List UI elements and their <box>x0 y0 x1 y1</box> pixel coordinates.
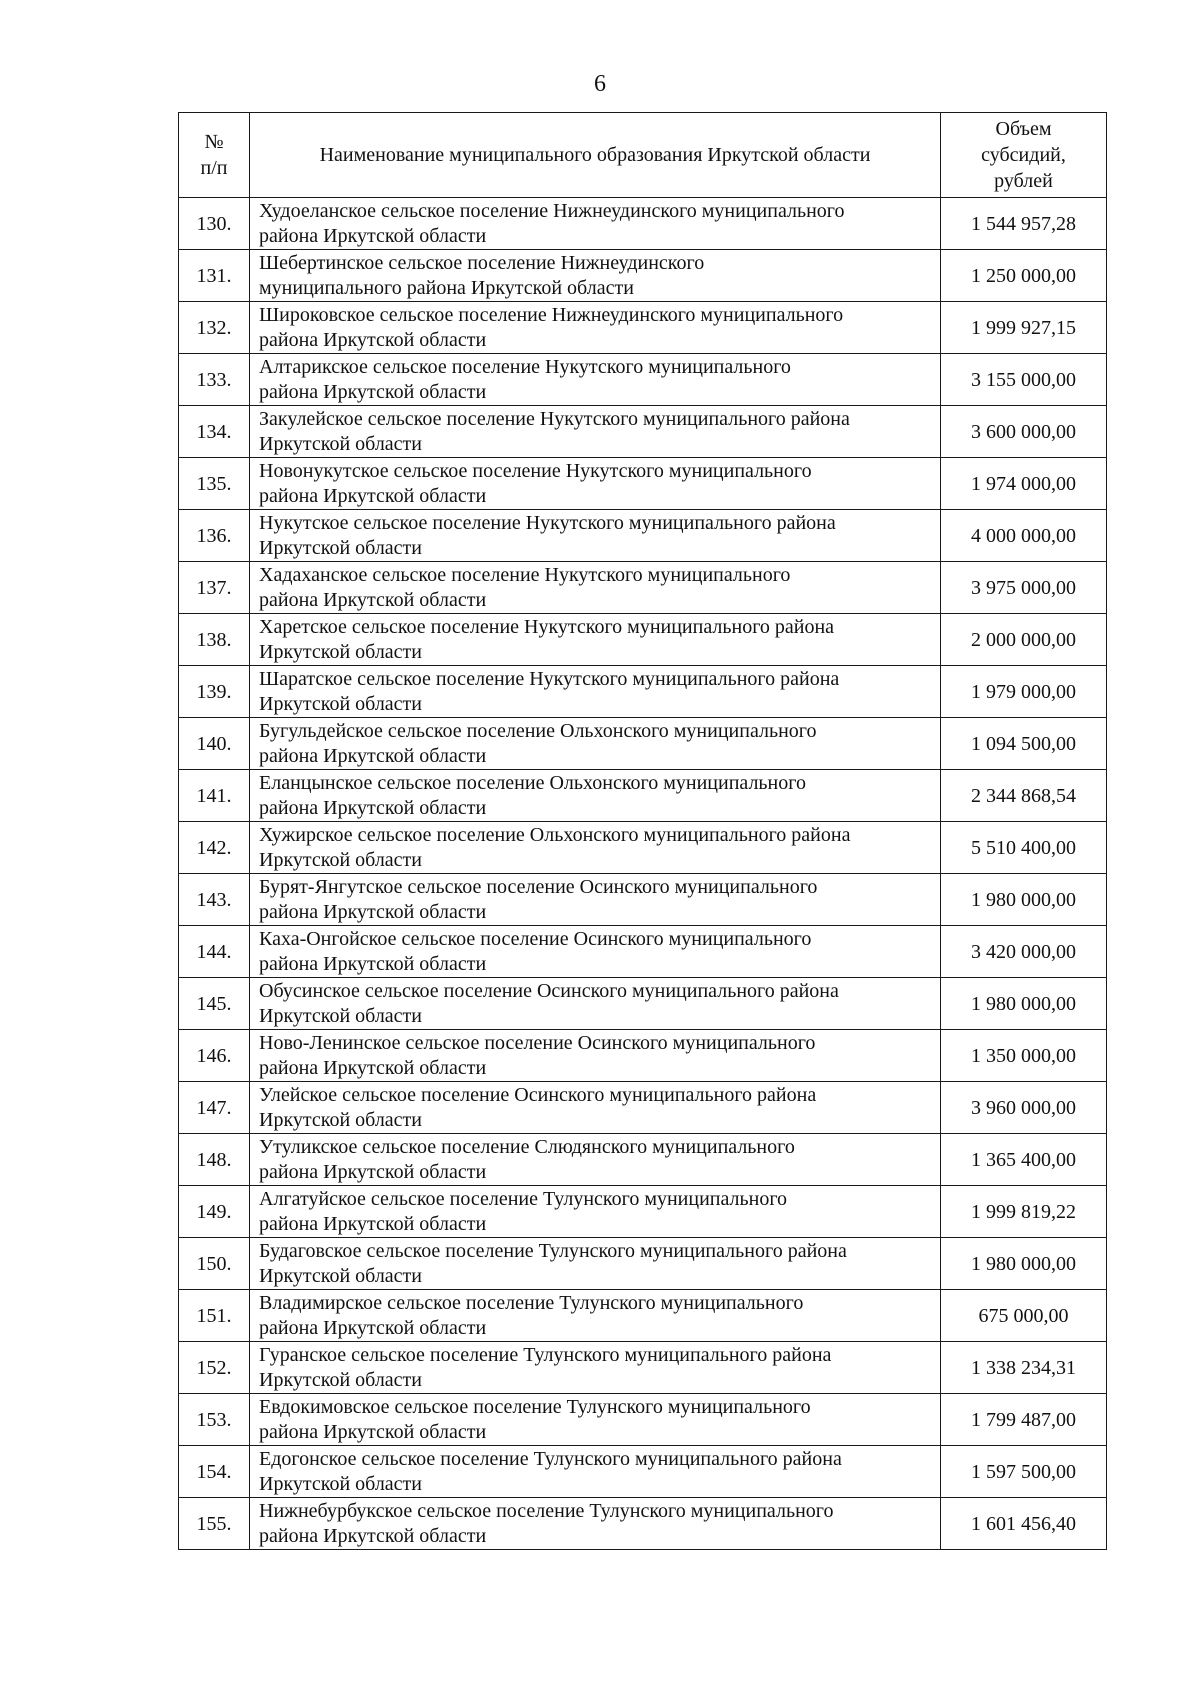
table-row <box>179 250 1107 302</box>
table-row <box>179 1394 1107 1446</box>
subsidy-amount: 3 420 000,00 <box>941 926 1107 978</box>
subsidy-amount: 1 980 000,00 <box>941 874 1107 926</box>
header-amount <box>941 113 1107 198</box>
table-row <box>179 770 1107 822</box>
municipality-name-line1: Алтарикское сельское поселение Нукутского муниципального <box>259 355 791 378</box>
table-row <box>179 718 1107 770</box>
table-row <box>179 1446 1107 1498</box>
table-body <box>179 198 1107 1550</box>
municipality-name-line2: Иркутской области <box>259 536 422 559</box>
municipality-name-line1: Закулейское сельское поселение Нукутского муниципального района <box>259 407 850 430</box>
municipality-name <box>250 1498 941 1550</box>
municipality-name-line2: района Иркутской области <box>259 1316 487 1339</box>
municipality-name-line2: района Иркутской области <box>259 1160 487 1183</box>
municipality-name-line2: Иркутской области <box>259 848 422 871</box>
header-amount-line3: рублей <box>994 170 1053 192</box>
page-number: 6 <box>594 71 606 97</box>
municipality-name-line1: Улейское сельское поселение Осинского муниципального района <box>259 1083 817 1106</box>
municipality-name-line2: района Иркутской области <box>259 952 487 975</box>
table-row <box>179 302 1107 354</box>
row-number: 136. <box>179 510 250 562</box>
municipality-name-line2: Иркутской области <box>259 432 422 455</box>
municipality-name-line1: Утуликское сельское поселение Слюдянского муниципального <box>259 1135 795 1158</box>
header-amount-line2: субсидий, <box>981 144 1066 166</box>
subsidy-amount: 1 597 500,00 <box>941 1446 1107 1498</box>
row-number: 135. <box>179 458 250 510</box>
subsidy-amount: 1 094 500,00 <box>941 718 1107 770</box>
table-row <box>179 926 1107 978</box>
row-number: 143. <box>179 874 250 926</box>
municipality-name <box>250 354 941 406</box>
municipality-name-line1: Обусинское сельское поселение Осинского муниципального района <box>259 979 839 1002</box>
subsidy-amount: 1 980 000,00 <box>941 978 1107 1030</box>
table-row <box>179 1082 1107 1134</box>
subsidy-amount: 1 365 400,00 <box>941 1134 1107 1186</box>
table-row <box>179 1134 1107 1186</box>
municipality-name <box>250 458 941 510</box>
municipality-name-line1: Каха-Онгойское сельское поселение Осинского муниципального <box>259 927 812 950</box>
subsidy-amount: 1 601 456,40 <box>941 1498 1107 1550</box>
subsidy-amount: 3 960 000,00 <box>941 1082 1107 1134</box>
table-row <box>179 1030 1107 1082</box>
row-number: 152. <box>179 1342 250 1394</box>
municipality-name-line1: Широковское сельское поселение Нижнеудинского муниципального <box>259 303 844 326</box>
table-row <box>179 1342 1107 1394</box>
municipality-name-line1: Новонукутское сельское поселение Нукутского муниципального <box>259 459 812 482</box>
subsidy-amount: 1 338 234,31 <box>941 1342 1107 1394</box>
subsidy-amount: 1 980 000,00 <box>941 1238 1107 1290</box>
header-amount-line1: Объем <box>995 118 1052 140</box>
municipality-name <box>250 406 941 458</box>
header-name: Наименование муниципального образования Иркутской области <box>250 113 941 198</box>
subsidy-amount: 675 000,00 <box>941 1290 1107 1342</box>
municipality-name <box>250 770 941 822</box>
table-row <box>179 822 1107 874</box>
subsidy-amount: 2 344 868,54 <box>941 770 1107 822</box>
row-number: 138. <box>179 614 250 666</box>
municipality-name-line2: района Иркутской области <box>259 380 487 403</box>
municipality-name <box>250 978 941 1030</box>
municipality-name <box>250 1394 941 1446</box>
header-number-symbol: № <box>204 131 224 153</box>
municipality-name <box>250 1238 941 1290</box>
municipality-name-line1: Гуранское сельское поселение Тулунского муниципального района <box>259 1343 832 1366</box>
subsidy-amount: 4 000 000,00 <box>941 510 1107 562</box>
row-number: 146. <box>179 1030 250 1082</box>
row-number: 137. <box>179 562 250 614</box>
subsidy-amount: 1 544 957,28 <box>941 198 1107 250</box>
municipality-name-line1: Нижнебурбукское сельское поселение Тулунского муниципального <box>259 1499 834 1522</box>
municipality-name-line2: Иркутской области <box>259 692 422 715</box>
table-row <box>179 458 1107 510</box>
municipality-name <box>250 1082 941 1134</box>
row-number: 147. <box>179 1082 250 1134</box>
municipality-name-line1: Еланцынское сельское поселение Ольхонского муниципального <box>259 771 806 794</box>
row-number: 145. <box>179 978 250 1030</box>
table-row <box>179 1238 1107 1290</box>
municipality-name-line2: района Иркутской области <box>259 588 487 611</box>
table-row <box>179 1290 1107 1342</box>
table-row <box>179 562 1107 614</box>
row-number: 132. <box>179 302 250 354</box>
municipality-name-line1: Бурят-Янгутское сельское поселение Осинского муниципального <box>259 875 818 898</box>
table-row <box>179 978 1107 1030</box>
municipality-name <box>250 1134 941 1186</box>
row-number: 140. <box>179 718 250 770</box>
row-number: 131. <box>179 250 250 302</box>
municipality-name-line2: района Иркутской области <box>259 224 487 247</box>
municipality-name-line1: Хужирское сельское поселение Ольхонского муниципального района <box>259 823 851 846</box>
municipality-name-line2: района Иркутской области <box>259 1056 487 1079</box>
table-row <box>179 510 1107 562</box>
row-number: 150. <box>179 1238 250 1290</box>
subsidy-amount: 1 979 000,00 <box>941 666 1107 718</box>
subsidy-amount: 3 155 000,00 <box>941 354 1107 406</box>
municipality-name <box>250 666 941 718</box>
municipality-name <box>250 1446 941 1498</box>
table-row <box>179 1186 1107 1238</box>
municipality-name-line2: района Иркутской области <box>259 744 487 767</box>
municipality-name-line2: района Иркутской области <box>259 1420 487 1443</box>
municipality-name-line1: Нукутское сельское поселение Нукутского муниципального района <box>259 511 836 534</box>
row-number: 151. <box>179 1290 250 1342</box>
municipality-name-line2: района Иркутской области <box>259 484 487 507</box>
subsidy-amount: 1 999 819,22 <box>941 1186 1107 1238</box>
subsidies-table <box>178 112 1107 1550</box>
municipality-name <box>250 302 941 354</box>
municipality-name-line2: района Иркутской области <box>259 328 487 351</box>
municipality-name <box>250 250 941 302</box>
municipality-name-line1: Шебертинское сельское поселение Нижнеудинского <box>259 251 705 274</box>
municipality-name-line1: Бугульдейское сельское поселение Ольхонского муниципального <box>259 719 817 742</box>
row-number: 133. <box>179 354 250 406</box>
row-number: 144. <box>179 926 250 978</box>
municipality-name <box>250 562 941 614</box>
municipality-name-line2: Иркутской области <box>259 1108 422 1131</box>
table-row <box>179 354 1107 406</box>
municipality-name-line2: района Иркутской области <box>259 1212 487 1235</box>
municipality-name-line1: Алгатуйское сельское поселение Тулунского муниципального <box>259 1187 788 1210</box>
municipality-name-line2: Иркутской области <box>259 1004 422 1027</box>
municipality-name <box>250 1290 941 1342</box>
municipality-name-line1: Будаговское сельское поселение Тулунского муниципального района <box>259 1239 847 1262</box>
municipality-name <box>250 198 941 250</box>
row-number: 130. <box>179 198 250 250</box>
municipality-name-line2: Иркутской области <box>259 1264 422 1287</box>
subsidy-amount: 1 999 927,15 <box>941 302 1107 354</box>
municipality-name-line2: Иркутской области <box>259 640 422 663</box>
municipality-name-line2: Иркутской области <box>259 1472 422 1495</box>
municipality-name-line1: Владимирское сельское поселение Тулунского муниципального <box>259 1291 804 1314</box>
municipality-name <box>250 926 941 978</box>
municipality-name <box>250 822 941 874</box>
header-number-abbr: п/п <box>200 157 228 179</box>
municipality-name <box>250 614 941 666</box>
header-row <box>179 113 1107 198</box>
municipality-name <box>250 1186 941 1238</box>
row-number: 149. <box>179 1186 250 1238</box>
subsidy-amount: 5 510 400,00 <box>941 822 1107 874</box>
municipality-name-line1: Едогонское сельское поселение Тулунского муниципального района <box>259 1447 842 1470</box>
table-row <box>179 198 1107 250</box>
municipality-name-line1: Ново-Ленинское сельское поселение Осинского муниципального <box>259 1031 816 1054</box>
municipality-name <box>250 510 941 562</box>
municipality-name <box>250 1342 941 1394</box>
subsidy-amount: 3 975 000,00 <box>941 562 1107 614</box>
municipality-name-line2: муниципального района Иркутской области <box>259 276 634 299</box>
municipality-name-line1: Харетское сельское поселение Нукутского муниципального района <box>259 615 835 638</box>
municipality-name-line1: Хадаханское сельское поселение Нукутского муниципального <box>259 563 791 586</box>
municipality-name <box>250 718 941 770</box>
municipality-name <box>250 1030 941 1082</box>
table-row <box>179 874 1107 926</box>
row-number: 142. <box>179 822 250 874</box>
table-row <box>179 614 1107 666</box>
table-row <box>179 1498 1107 1550</box>
municipality-name-line2: района Иркутской области <box>259 1524 487 1547</box>
subsidy-amount: 1 350 000,00 <box>941 1030 1107 1082</box>
row-number: 148. <box>179 1134 250 1186</box>
header-number <box>179 113 250 198</box>
municipality-name-line2: Иркутской области <box>259 1368 422 1391</box>
row-number: 154. <box>179 1446 250 1498</box>
municipality-name-line1: Евдокимовское сельское поселение Тулунского муниципального <box>259 1395 811 1418</box>
municipality-name-line2: района Иркутской области <box>259 796 487 819</box>
row-number: 153. <box>179 1394 250 1446</box>
row-number: 155. <box>179 1498 250 1550</box>
subsidy-amount: 1 250 000,00 <box>941 250 1107 302</box>
table-row <box>179 406 1107 458</box>
table-header <box>179 113 1107 198</box>
row-number: 139. <box>179 666 250 718</box>
municipality-name-line1: Худоеланское сельское поселение Нижнеудинского муниципального <box>259 199 845 222</box>
subsidy-amount: 1 799 487,00 <box>941 1394 1107 1446</box>
municipality-name-line2: района Иркутской области <box>259 900 487 923</box>
table-row <box>179 666 1107 718</box>
municipality-name-line1: Шаратское сельское поселение Нукутского муниципального района <box>259 667 840 690</box>
subsidy-amount: 1 974 000,00 <box>941 458 1107 510</box>
subsidy-amount: 3 600 000,00 <box>941 406 1107 458</box>
row-number: 134. <box>179 406 250 458</box>
row-number: 141. <box>179 770 250 822</box>
subsidy-amount: 2 000 000,00 <box>941 614 1107 666</box>
municipality-name <box>250 874 941 926</box>
